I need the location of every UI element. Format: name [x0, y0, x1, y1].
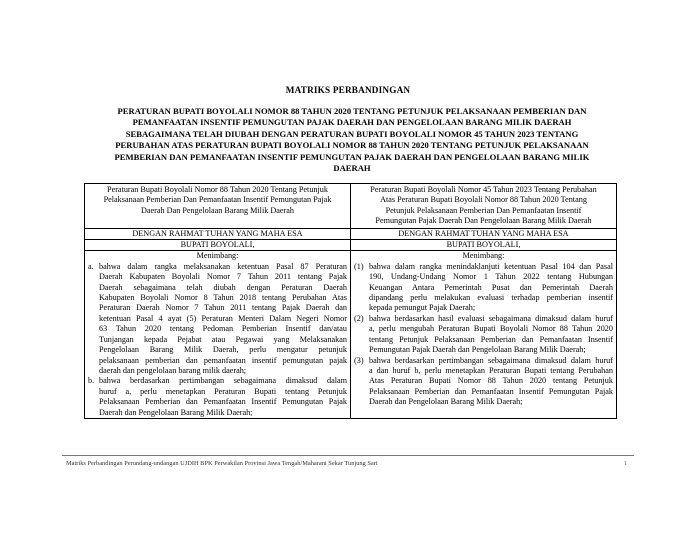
item-line: bahwa berdasarkan hasil evaluasi sebagaimana dimaksud dalam huruf [369, 313, 613, 323]
item-line: dipandang perlu melakukan evaluasi terhadap pemberian insentif [369, 293, 613, 303]
item-marker: (3) [354, 355, 364, 365]
new-considerations [351, 251, 617, 419]
opening-row [85, 228, 617, 239]
item-marker: (1) [354, 261, 364, 271]
header-line: Pelaksanaan Pemberian Dan Pemanfaatan Insentif Pemungutan Pajak [103, 195, 332, 205]
matrix-header-row [85, 184, 617, 229]
consideration-item [88, 376, 347, 418]
regulation-title [76, 106, 628, 174]
header-line: Peraturan Bupati Boyolali Nomor 88 Tahun 2020 Tentang Petunjuk [107, 185, 328, 194]
item-line: Tunjangan kepada Pejabat atau Pegawai yang Melaksanakan [99, 334, 347, 344]
item-line: tentang Petunjuk Pelaksanaan Pemberian dan Pemanfaatan Insentif [369, 334, 613, 344]
old-regulation-header [85, 184, 351, 229]
footer-divider [62, 455, 634, 456]
item-line: a dan huruf b, perlu menetapkan Peraturan Bupati tentang Perubahan [369, 365, 613, 375]
item-line: Pelaksanaan Pemberian dan Pemanfaatan Insentif Pemungutan Pajak [369, 386, 613, 396]
item-line: Daerah Kabupaten Boyolali Nomor 7 Tahun 2011 tentang Pajak [99, 272, 347, 282]
item-line: Atas Peraturan Bupati Nomor 88 Tahun 2020 tentang Petunjuk [369, 376, 613, 386]
item-line: huruf a, perlu menetapkan Peraturan Bupati tentang Petunjuk [99, 386, 347, 396]
item-line: Pengelolaan Barang Milik Daerah, perlu mengatur petunjuk [99, 345, 347, 355]
regulation-title-line: SEBAGAIMANA TELAH DIUBAH DENGAN PERATURAN BUPATI BOYOLALI NOMOR 45 TAHUN 2023 TENTANG [125, 128, 579, 139]
new-regulation-header [351, 184, 617, 229]
comparison-matrix-table [84, 183, 617, 419]
item-line: daerah dan pengelolaan barang milik daerah; [99, 365, 247, 375]
item-line: Daerah dan Pengelolaan Barang Milik Daerah; [369, 397, 523, 407]
regulation-title-line: PEMBERIAN DAN PEMANFAATAN INSENTIF PEMUNGUTAN PAJAK DAERAH DAN PENGELOLAAN BARANG MILIK [114, 151, 590, 162]
item-line: kepada pemungut Pajak Daerah; [369, 303, 476, 313]
item-line: Daerah dan Pengelolaan Barang Milik Daerah; [99, 407, 253, 417]
old-opening: DENGAN RAHMAT TUHAN YANG MAHA ESA [85, 228, 351, 239]
new-official: BUPATI BOYOLALI, [351, 240, 617, 251]
item-line: Kabupaten Boyolali Nomor 8 Tahun 2018 tentang Perubahan Atas [99, 293, 347, 303]
item-line: ketentuan Pasal 4 ayat (5) Peraturan Menteri Dalam Negeri Nomor [99, 313, 347, 323]
item-line: Pelaksanaan Pemberian dan Pemanfaatan Insentif Pemungutan Pajak [99, 397, 347, 407]
item-line: pelaksanaan pemberian dan pemanfaatan insentif pemungutan pajak [99, 355, 347, 365]
consideration-item [354, 314, 613, 356]
regulation-title-line: DAERAH [333, 163, 371, 174]
item-line: bahwa dalam rangka menindaklanjuti ketentuan Pasal 104 dan Pasal [369, 261, 613, 271]
consideration-item [354, 356, 613, 408]
regulation-title-line: PEMANFAATAN INSENTIF PEMUNGUTAN PAJAK DAERAH DAN PENGELOLAAN BARANG MILIK DAERAH [132, 117, 572, 128]
consideration-item [88, 262, 347, 376]
header-line: Pemungutan Pajak Daerah Dan Pengelolaan Barang Milik Daerah [375, 216, 592, 226]
item-line: a, perlu mengubah Peraturan Bupati Boyolali Nomor 88 Tahun 2020 [369, 324, 613, 334]
item-line: bahwa berdasarkan pertimbangan sebagaimana dimaksud dalam [99, 376, 347, 386]
document-title: MATRIKS PERBANDINGAN [285, 85, 411, 95]
header-line: Peraturan Bupati Boyolali Nomor 45 Tahun 2023 Tentang Perubahan [370, 185, 597, 194]
item-marker: (2) [354, 313, 364, 323]
old-official: BUPATI BOYOLALI, [85, 240, 351, 251]
header-line: Daerah Dan Pengelolaan Barang Milik Daerah [141, 205, 294, 215]
footer-text: Matriks Perbandingan Perundang-undangan UJDIH BPK Perwakilan Provinsi Jawa Tengah/Maharani Sekar Tunjung Sari [66, 460, 378, 467]
item-line: Daerah sebagaimana telah diubah dengan Peraturan Daerah [99, 282, 347, 292]
official-row [85, 240, 617, 251]
item-line: Pemungutan Pajak Daerah dan Pengelolaan Barang Milik Daerah; [369, 345, 586, 355]
menimbang-label: Menimbang: [196, 251, 239, 261]
regulation-title-line: PERATURAN BUPATI BOYOLALI NOMOR 88 TAHUN 2020 TENTANG PETUNJUK PELAKSANAAN PEMBERIAN DAN [117, 106, 587, 116]
page-number: 1 [624, 460, 628, 467]
old-considerations [85, 251, 351, 419]
item-line: 190, Undang-Undang Nomor 1 Tahun 2022 tentang Hubungan [369, 272, 613, 282]
regulation-title-line: PERUBAHAN ATAS PERATURAN BUPATI BOYOLALI NOMOR 88 TAHUN 2020 TENTANG PETUNJUK PELAKSANAAN [115, 140, 589, 151]
menimbang-row [85, 251, 617, 419]
header-line: Atas Peraturan Bupati Boyolali Nomor 88 Tahun 2020 Tentang [380, 195, 587, 205]
header-line: Petunjuk Pelaksanaan Pemberian Dan Pemanfaatan Insentif [385, 205, 582, 215]
new-opening: DENGAN RAHMAT TUHAN YANG MAHA ESA [351, 228, 617, 239]
item-marker: b. [88, 376, 95, 386]
menimbang-label: Menimbang: [462, 251, 505, 261]
consideration-item [354, 262, 613, 314]
item-line: Keuangan Antara Pemerintah Pusat dan Pemerintah Daerah [369, 282, 613, 292]
item-line: bahwa dalam rangka melaksanakan ketentuan Pasal 87 Peraturan [99, 261, 347, 271]
item-line: 63 Tahun 2020 tentang Pedoman Pemberian Insentif dan/atau [99, 324, 347, 334]
item-line: bahwa berdasarkan pertimbangan sebagaimana dimaksud dalam huruf [369, 355, 613, 365]
item-marker: a. [88, 261, 94, 271]
item-line: Peraturan Daerah Nomor 7 Tahun 2011 tentang Pajak Daerah dan [99, 303, 347, 313]
